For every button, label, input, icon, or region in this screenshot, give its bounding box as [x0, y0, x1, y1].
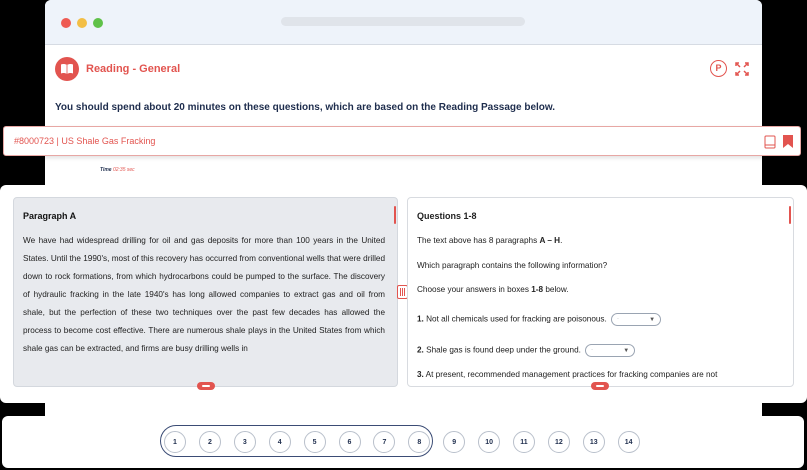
- question-text: Shale gas is found deep under the ground.: [426, 345, 581, 355]
- instruction-text: You should spend about 20 minutes on these questions, which are based on the Reading Passage below.: [55, 102, 556, 113]
- answer-select[interactable]: [611, 313, 661, 326]
- page-button-10[interactable]: 10: [478, 431, 500, 453]
- chevron-down-icon: ▼: [623, 348, 630, 354]
- select-placeholder: -: [617, 316, 619, 322]
- close-window-dot[interactable]: [61, 18, 71, 28]
- question-item: [417, 313, 661, 326]
- timer: [100, 167, 135, 173]
- question-number: 2.: [417, 345, 424, 355]
- question-number: 1.: [417, 314, 424, 324]
- question-text: Not all chemicals used for fracking are poisonous.: [426, 314, 607, 324]
- questions-title: Questions 1-8: [417, 211, 477, 221]
- page-button-13[interactable]: 13: [583, 431, 605, 453]
- browser-titlebar: [45, 0, 762, 45]
- app-title: Reading - General: [86, 63, 181, 75]
- questions-prompt: Which paragraph contains the following information?: [417, 261, 608, 270]
- minimize-window-dot[interactable]: [77, 18, 87, 28]
- passage-scrollbar[interactable]: [394, 206, 396, 224]
- address-bar[interactable]: [281, 17, 525, 26]
- passage-text: We have had widespread drilling for oil and gas deposits for more than 100 years in the United States. Until the 1990's, most of this recovery has occurred from conventional wells that were drilled down to rock formations, from which hydrocarbons could be pumped to the surface. The discovery of hydraulic fracking in the late 1940's has long allowed companies to extract gas and oil from shale, but the perfection of these two techniques over the past few decades has allowed the process to become cost effective. There are numerous shale plays in the United States from which shale gas can be extracted, and firms are busy drilling wells in: [23, 236, 385, 353]
- intro-suffix: .: [560, 236, 563, 245]
- chevron-down-icon: ▼: [649, 317, 656, 323]
- bookmark-icon[interactable]: [782, 134, 794, 154]
- questions-boxes-instruction: [417, 285, 569, 294]
- questions-scrollbar[interactable]: [789, 206, 791, 224]
- boxes-range: 1-8: [531, 285, 544, 294]
- page-button-9[interactable]: 9: [443, 431, 465, 453]
- passage-title: Paragraph A: [23, 211, 77, 221]
- boxes-prefix: Choose your answers in boxes: [417, 285, 529, 294]
- task-label: #8000723 | US Shale Gas Fracking: [14, 136, 156, 146]
- page-button-1[interactable]: 1: [164, 431, 186, 453]
- book-icon[interactable]: [764, 135, 776, 154]
- maximize-window-dot[interactable]: [93, 18, 103, 28]
- p-button[interactable]: P: [710, 60, 727, 77]
- task-bar: [3, 126, 801, 156]
- intro-prefix: The text above has 8 paragraphs: [417, 236, 538, 245]
- passage-resize-handle[interactable]: [197, 382, 215, 390]
- questions-intro: [417, 236, 562, 245]
- page-button-8[interactable]: 8: [408, 431, 430, 453]
- page-button-6[interactable]: 6: [339, 431, 361, 453]
- page-button-11[interactable]: 11: [513, 431, 535, 453]
- intro-range: A – H: [539, 236, 561, 245]
- question-item: [417, 370, 717, 379]
- page-button-12[interactable]: 12: [548, 431, 570, 453]
- page-button-14[interactable]: 14: [618, 431, 640, 453]
- question-text: At present, recommended management practices for fracking companies are not: [425, 370, 718, 379]
- timer-value: 02:35 sec: [112, 167, 135, 173]
- boxes-suffix: below.: [545, 285, 569, 294]
- question-item: [417, 344, 635, 357]
- book-logo-icon: [55, 57, 79, 81]
- page-button-2[interactable]: 2: [199, 431, 221, 453]
- page-button-3[interactable]: 3: [234, 431, 256, 453]
- questions-resize-handle[interactable]: [591, 382, 609, 390]
- page-button-4[interactable]: 4: [269, 431, 291, 453]
- app-header: [45, 44, 762, 94]
- question-number: 3.: [417, 370, 424, 379]
- page-button-5[interactable]: 5: [304, 431, 326, 453]
- fullscreen-icon[interactable]: [735, 62, 749, 81]
- passage-panel[interactable]: [13, 197, 398, 387]
- answer-select[interactable]: [585, 344, 635, 357]
- timer-label: Time: [100, 167, 112, 173]
- page-button-7[interactable]: 7: [373, 431, 395, 453]
- select-placeholder: -: [591, 347, 593, 353]
- questions-panel[interactable]: [407, 197, 794, 387]
